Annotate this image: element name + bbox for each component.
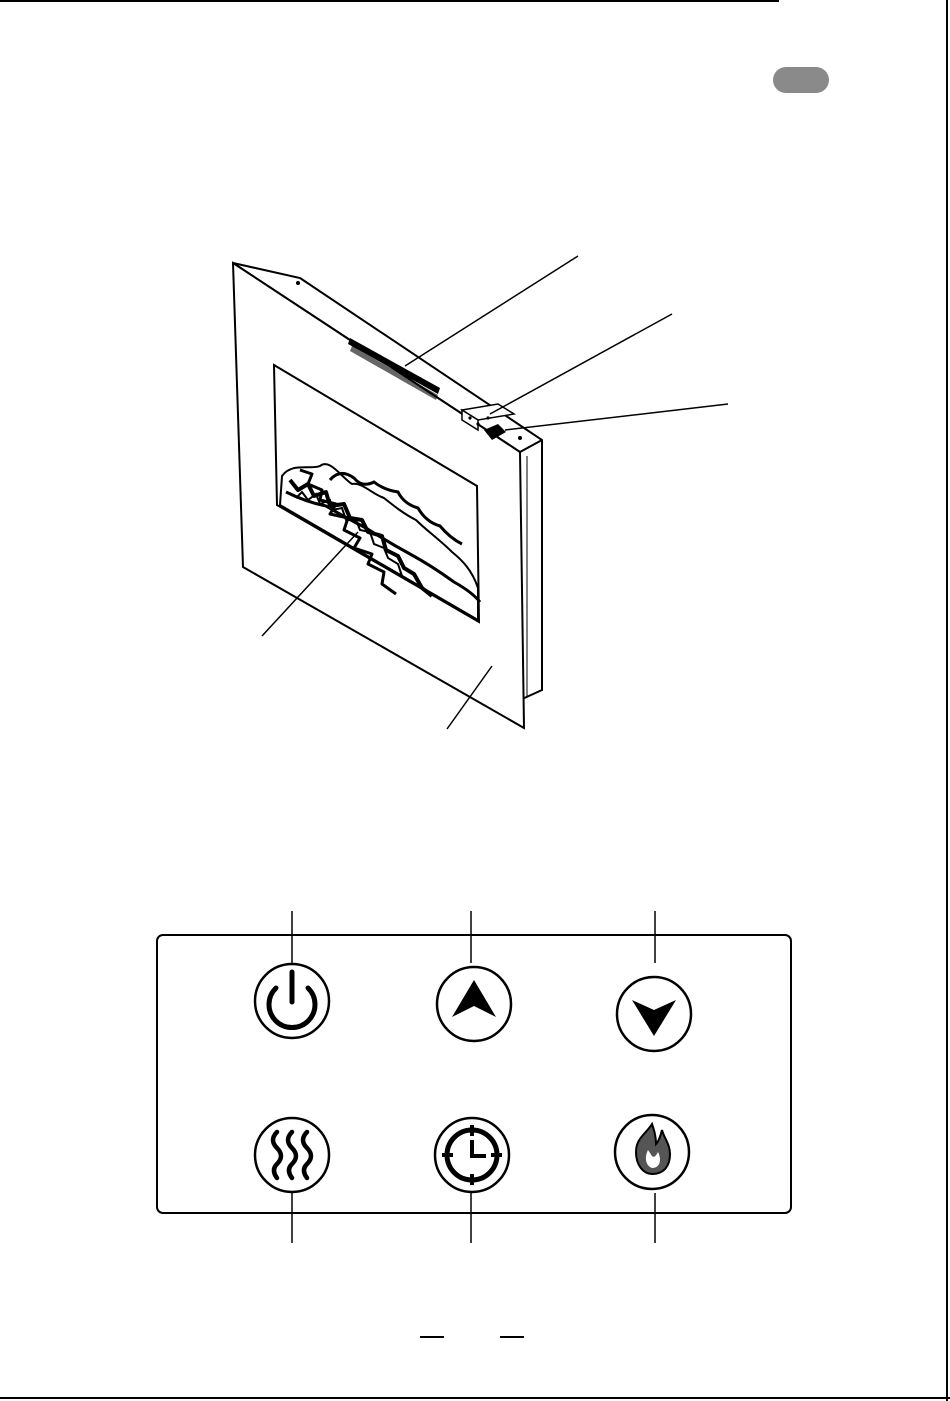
up-button[interactable] — [437, 967, 511, 1041]
heat-button[interactable] — [255, 1118, 329, 1192]
down-button[interactable] — [617, 977, 691, 1051]
page-number-marks — [420, 1336, 530, 1340]
timer-button[interactable] — [435, 1118, 509, 1192]
power-button[interactable] — [255, 964, 329, 1038]
callouts-top — [292, 911, 655, 963]
callouts-bottom — [292, 1193, 655, 1243]
flame-button[interactable] — [615, 1115, 689, 1189]
